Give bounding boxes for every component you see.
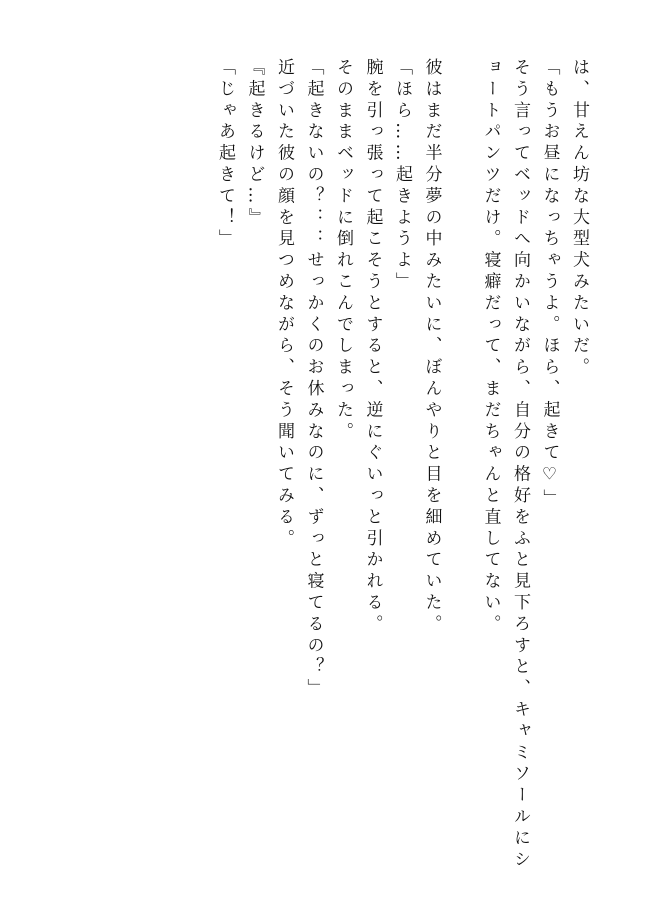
text-line: 腕を引っ張って起こそうとすると、逆にぐいっと引かれる。 bbox=[362, 58, 383, 636]
text-line: は、甘えん坊な大型犬みたいだ。 bbox=[569, 58, 589, 379]
blank-line bbox=[446, 58, 476, 858]
text-line: そのままベッドに倒れこんでしまった。 bbox=[333, 58, 353, 444]
text-line: 『起きるけど…』 bbox=[244, 58, 265, 230]
text-line: 「起きないの？：：せっかくのお休みなのに、ずっと寝てるの？」 bbox=[303, 58, 324, 700]
text-line: ョートパンツだけ。寝癖だって、まだちゃんと直してない。 bbox=[480, 58, 501, 636]
text-line: 「もうお昼になっちゃうよ。ほら、起きて♡」 bbox=[539, 58, 560, 511]
text-line: そう言ってベッドへ向かいながら、自分の格好をふと見下ろすと、キャミソールにシ bbox=[510, 58, 530, 872]
text-line: 「ほら……起きようよ」 bbox=[392, 58, 412, 294]
vertical-text-body bbox=[210, 58, 594, 872]
text-line: 彼はまだ半分夢の中みたいに、ぼんやりと目を細めていた。 bbox=[421, 58, 442, 636]
text-line: 「じゃあ起きて！」 bbox=[215, 58, 235, 251]
text-line: 近づいた彼の顔を見つめながら、そう聞いてみる。 bbox=[274, 58, 294, 551]
